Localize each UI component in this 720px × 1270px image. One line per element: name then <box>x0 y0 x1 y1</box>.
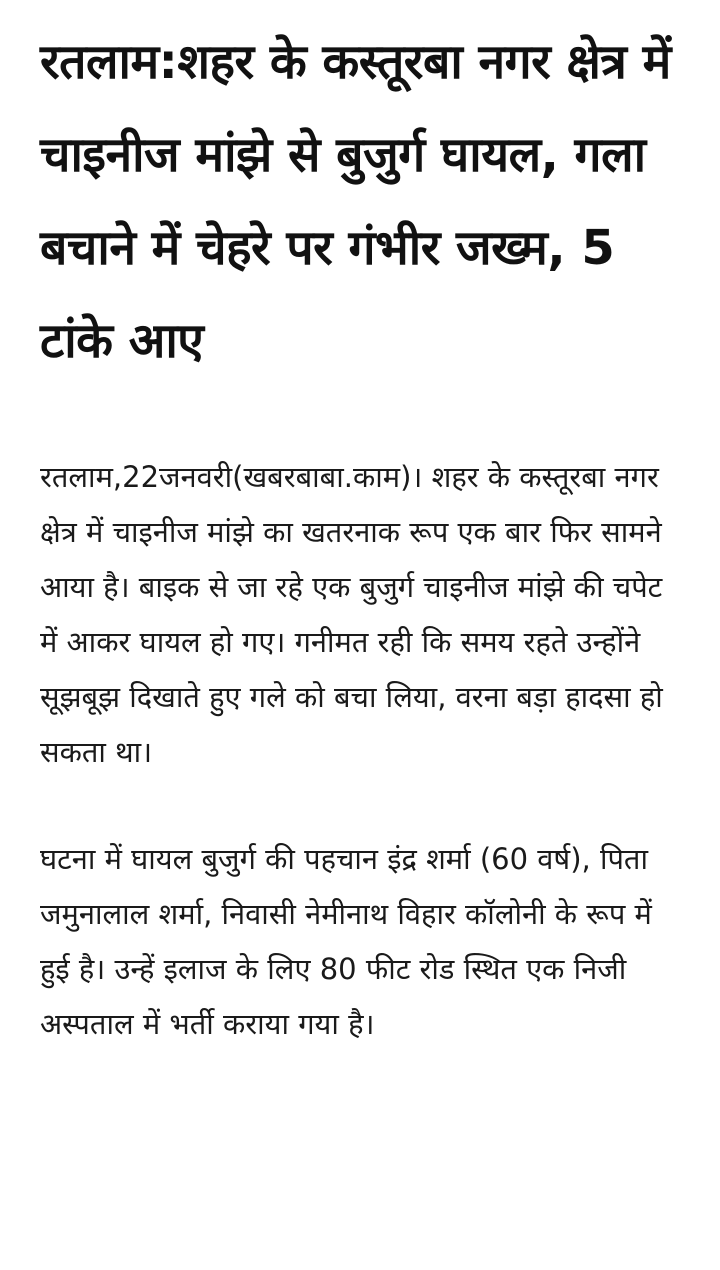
article-paragraph-1: रतलाम,22जनवरी(खबरबाबा.काम)। शहर के कस्तूरबा नगर क्षेत्र में चाइनीज मांझे का खतरनाक रूप एक बार फिर सामने आया है। बाइक से जा रहे एक बुजुर्ग चाइनीज मांझे की चपेट में आकर घायल हो गए। गनीमत रही कि समय रहते उन्होंने सूझबूझ दिखाते हुए गले को बचा लिया, वरना बड़ा हादसा हो सकता था। <box>40 460 663 769</box>
article-paragraph-2: घटना में घायल बुजुर्ग की पहचान इंद्र शर्मा (60 वर्ष), पिता जमुनालाल शर्मा, निवासी नेमीनाथ विहार कॉलोनी के रूप में हुई है। उन्हें इलाज के लिए 80 फीट रोड स्थित एक निजी अस्पताल में भर्ती कराया गया है। <box>40 842 652 1041</box>
article-headline: रतलाम:शहर के कस्तूरबा नगर क्षेत्र में चाइनीज मांझे से बुजुर्ग घायल, गला बचाने में चेहरे पर गंभीर जख्म, 5 टांके आए <box>40 34 671 369</box>
